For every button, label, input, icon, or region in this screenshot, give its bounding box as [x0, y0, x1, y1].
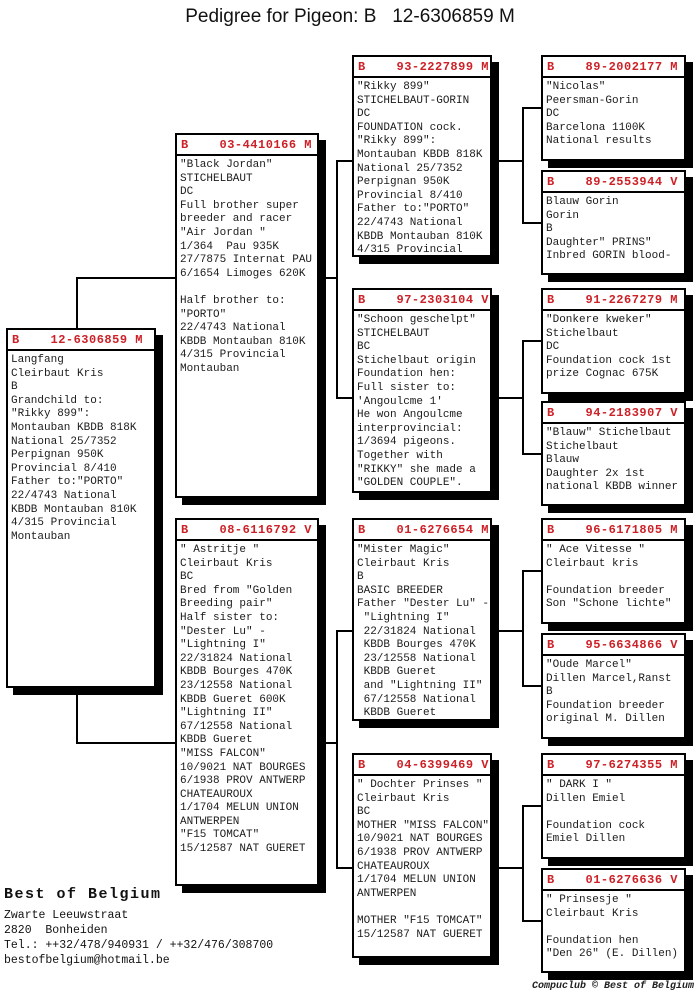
pedigree-line: Cleirbaut Kris — [11, 367, 104, 380]
pedigree-line: Cleirbaut Kris — [357, 557, 450, 570]
pedigree-text — [354, 78, 490, 257]
pedigree-line: 22/31824 National — [357, 625, 476, 638]
pedigree-line: Grandchild to: — [11, 394, 104, 407]
pedigree-box-gp3 — [352, 518, 492, 721]
pedigree-text — [543, 891, 684, 965]
connector-line — [522, 222, 541, 224]
connector-line — [336, 160, 338, 399]
pedigree-line: STICHELBAUT-GORIN — [357, 94, 470, 107]
pedigree-line: Peersman-Gorin — [546, 94, 639, 107]
ring-number: B 97-2303104 V — [354, 290, 490, 311]
pedigree-text — [543, 424, 684, 498]
breeder-block — [4, 886, 273, 968]
pedigree-line: 6/1938 PROV ANTWERP — [357, 846, 483, 859]
pedigree-line: 23/12558 National — [180, 679, 293, 692]
pedigree-line: B — [357, 571, 364, 584]
pedigree-line: STICHELBAUT — [357, 327, 430, 340]
connector-line — [76, 742, 175, 744]
connector-line — [522, 453, 541, 455]
pedigree-line: KBDB Montauban 810K — [357, 230, 483, 243]
pedigree-line: 6/1938 PROV ANTWERP — [180, 775, 306, 788]
pedigree-text — [543, 78, 684, 152]
pedigree-line: Daughter" PRINS" — [546, 236, 652, 249]
pedigree-line: Montauban — [11, 530, 71, 543]
pedigree-line: BASIC BREEDER — [357, 584, 443, 597]
pedigree-line: 27/7875 Internat PAU — [180, 254, 313, 267]
pedigree-line: "Black Jordan" — [180, 159, 273, 171]
pedigree-line: original M. Dillen — [546, 713, 665, 726]
pedigree-line: " DARK I " — [546, 779, 613, 791]
breeder-street: Zwarte Leeuwstraat — [4, 909, 129, 922]
pedigree-box-subject — [6, 328, 156, 688]
ring-number: B 01-6276654 M — [354, 520, 490, 541]
connector-line — [492, 630, 523, 632]
ring-number: B 94-2183907 V — [543, 403, 684, 424]
pedigree-line: "Den 26" (E. Dillen) — [546, 948, 679, 961]
pedigree-line: Cleirbaut Kris — [180, 557, 273, 570]
pedigree-line: B — [11, 381, 18, 394]
pedigree-line: prize Cognac 675K — [546, 368, 659, 381]
pedigree-line: KBDB Bourges 470K — [180, 666, 293, 679]
ring-number: B 03-4410166 M — [177, 135, 317, 156]
pedigree-line — [546, 806, 683, 820]
pedigree-line: ANTWERPEN — [180, 815, 240, 828]
pedigree-line: CHATEAUROUX — [357, 860, 430, 873]
connector-line — [492, 867, 523, 869]
pedigree-line: "Lightning I" — [180, 639, 266, 652]
pedigree-line: "Rikky 899": — [357, 135, 437, 148]
pedigree-line: CHATEAUROUX — [180, 788, 253, 801]
pedigree-line: 1/3694 pigeons. — [357, 436, 457, 449]
pedigree-line: Foundation cock 1st — [546, 354, 672, 367]
pedigree-line — [357, 901, 489, 915]
pedigree-box-ggp8 — [541, 868, 686, 973]
pedigree-line: "Oude Marcel" — [546, 659, 632, 671]
ring-number: B 91-2267279 M — [543, 290, 684, 311]
pedigree-line: Langfang — [11, 354, 64, 366]
pedigree-text — [177, 156, 317, 380]
pedigree-line: 10/9021 NAT BOURGES — [180, 761, 306, 774]
pedigree-line: Half sister to: — [180, 611, 280, 624]
pedigree-line: national KBDB winner — [546, 481, 679, 494]
pedigree-line: Foundation hen: — [357, 368, 457, 381]
pedigree-line: B — [546, 686, 553, 699]
ring-number: B 95-6634866 V — [543, 635, 684, 656]
pedigree-line: Cleirbaut kris — [546, 557, 639, 570]
pedigree-line: interprovincial: — [357, 422, 463, 435]
connector-line — [522, 805, 541, 807]
pedigree-line: He won Angoulcme — [357, 409, 463, 422]
pedigree-line: Dillen Marcel,Ranst — [546, 672, 672, 685]
pedigree-line: "Air Jordan " — [180, 226, 266, 239]
pedigree-line: Daughter 2x 1st — [546, 467, 646, 480]
pedigree-line: "MISS FALCON" — [180, 747, 266, 760]
pedigree-line: Montauban KBDB 818K — [11, 421, 137, 434]
pedigree-line: 1/1704 MELUN UNION — [180, 802, 299, 815]
pedigree-text — [8, 351, 154, 547]
pedigree-line: BC — [180, 571, 194, 584]
pedigree-line: 15/12587 NAT GUERET — [180, 843, 306, 856]
pedigree-line: Stichelbaut — [546, 440, 619, 453]
connector-line — [522, 570, 541, 572]
connector-line — [522, 340, 524, 455]
pedigree-line: Foundation breeder — [546, 699, 665, 712]
connector-line — [336, 867, 352, 869]
ring-number: B 12-6306859 M — [8, 330, 154, 351]
pedigree-line: and "Lightning II" — [357, 679, 483, 692]
pedigree-line: 15/12587 NAT GUERET — [357, 928, 483, 941]
pedigree-line: Stichelbaut origin — [357, 354, 476, 367]
breeder-phone: Tel.: ++32/478/940931 / ++32/476/308700 — [4, 939, 274, 952]
pedigree-line: Bred from "Golden — [180, 584, 293, 597]
pedigree-line — [546, 921, 683, 935]
pedigree-line: KBDB Gueret 600K — [180, 693, 286, 706]
pedigree-line: STICHELBAUT — [180, 172, 253, 185]
pedigree-line: BC — [357, 341, 371, 354]
pedigree-line: Provincial 8/410 — [357, 189, 463, 202]
pedigree-box-father — [175, 133, 319, 498]
pedigree-line: Foundation breeder — [546, 584, 665, 597]
connector-line — [492, 397, 523, 399]
pedigree-line: MOTHER "F15 TOMCAT" — [357, 914, 483, 927]
connector-line — [336, 160, 352, 162]
pedigree-box-ggp3 — [541, 288, 686, 394]
pedigree-text — [354, 541, 490, 721]
connector-line — [522, 920, 541, 922]
pedigree-line: 10/9021 NAT BOURGES — [357, 833, 483, 846]
pedigree-line: "GOLDEN COUPLE". — [357, 477, 463, 490]
connector-line — [319, 277, 337, 279]
pedigree-line: DC — [546, 108, 560, 121]
pedigree-line: DC — [357, 108, 371, 121]
pedigree-line: DC — [546, 341, 560, 354]
pedigree-line: " Prinsesje " — [546, 894, 632, 906]
pedigree-line: Foundation cock — [546, 819, 646, 832]
ring-number: B 96-6171805 M — [543, 520, 684, 541]
pedigree-line: " Ace Vitesse " — [546, 544, 646, 556]
ring-number: B 97-6274355 M — [543, 755, 684, 776]
pedigree-line: KBDB Gueret — [357, 666, 437, 679]
pedigree-line: MOTHER "MISS FALCON" — [357, 819, 490, 832]
connector-line — [336, 630, 352, 632]
pedigree-line: 1/1704 MELUN UNION — [357, 874, 476, 887]
pedigree-line: "Blauw" Stichelbaut — [546, 427, 672, 439]
pedigree-line: Montauban — [180, 362, 240, 375]
pedigree-line: Breeding pair" — [180, 598, 273, 611]
pedigree-line: "PORTO" — [180, 308, 227, 321]
pedigree-line: 22/4743 National — [11, 489, 117, 502]
pedigree-line: Full brother super — [180, 199, 299, 212]
pedigree-box-ggp5 — [541, 518, 686, 624]
page-title: Pedigree for Pigeon: B 12-6306859 M — [185, 6, 515, 27]
pedigree-line: Together with — [357, 449, 443, 462]
pedigree-line: "Rikky 899": — [11, 408, 91, 421]
pedigree-text — [543, 311, 684, 385]
connector-line — [76, 277, 78, 328]
pedigree-line: Father to:"PORTO" — [11, 476, 124, 489]
connector-line — [522, 107, 541, 109]
pedigree-box-ggp4 — [541, 401, 686, 506]
pedigree-line: Father to:"PORTO" — [357, 203, 470, 216]
connector-line — [336, 397, 352, 399]
pedigree-line: KBDB Montauban 810K — [180, 335, 306, 348]
pedigree-line — [180, 281, 316, 295]
pedigree-line: "Schoon geschelpt" — [357, 314, 476, 326]
pedigree-line: KBDB Bourges 470K — [357, 639, 476, 652]
pedigree-line: Perpignan 950K — [357, 176, 450, 189]
pedigree-text — [543, 193, 684, 267]
pedigree-line: Gorin — [546, 209, 580, 222]
pedigree-line: 22/4743 National — [180, 322, 286, 335]
pedigree-line: 67/12558 National — [357, 693, 476, 706]
breeder-city: 2820 Bonheiden — [4, 924, 108, 937]
connector-line — [522, 805, 524, 922]
ring-number: B 08-6116792 V — [177, 520, 317, 541]
pedigree-line: breeder and racer — [180, 213, 293, 226]
pedigree-line: Blauw — [546, 454, 580, 467]
pedigree-line: Montauban KBDB 818K — [357, 148, 483, 161]
pedigree-line — [546, 571, 683, 585]
pedigree-line: 23/12558 National — [357, 652, 476, 665]
pedigree-line: 4/315 Provincial — [357, 244, 463, 257]
pedigree-box-gp4 — [352, 753, 492, 958]
pedigree-line: Blauw Gorin — [546, 196, 619, 208]
pedigree-line: " Astritje " — [180, 544, 260, 556]
pedigree-line: "Lightning II" — [180, 707, 273, 720]
pedigree-line: 67/12558 National — [180, 720, 293, 733]
pedigree-line: "Donkere kweker" — [546, 314, 652, 326]
pedigree-line: 22/4743 National — [357, 216, 463, 229]
connector-line — [522, 107, 524, 224]
connector-line — [319, 742, 337, 744]
pedigree-line: "Dester Lu" - — [180, 625, 266, 638]
connector-line — [76, 688, 78, 744]
pedigree-line: Provincial 8/410 — [11, 462, 117, 475]
pedigree-line: "Nicolas" — [546, 81, 606, 93]
pedigree-line: National results — [546, 135, 652, 148]
pedigree-line: B — [546, 223, 553, 236]
pedigree-text — [177, 541, 317, 860]
pedigree-text — [543, 541, 684, 615]
pedigree-box-gp2 — [352, 288, 492, 493]
pedigree-line: Father "Dester Lu" - — [357, 598, 490, 611]
pedigree-box-ggp2 — [541, 170, 686, 275]
connector-line — [336, 630, 338, 869]
pedigree-line: DC — [180, 186, 194, 199]
pedigree-line: 1/364 Pau 935K — [180, 240, 280, 253]
pedigree-line: " Dochter Prinses " — [357, 779, 483, 791]
breeder-name: Best of Belgium — [4, 886, 162, 903]
pedigree-line: KBDB Gueret — [357, 707, 437, 720]
connector-line — [522, 685, 541, 687]
pedigree-line: 22/31824 National — [180, 652, 293, 665]
pedigree-line: "Mister Magic" — [357, 544, 450, 556]
pedigree-line: Half brother to: — [180, 294, 286, 307]
pedigree-line: KBDB Gueret — [180, 734, 253, 747]
pedigree-line: KBDB Montauban 810K — [11, 503, 137, 516]
pedigree-line: Cleirbaut Kris — [546, 907, 639, 920]
pedigree-line: "Lightning I" — [357, 611, 450, 624]
pedigree-line: "Rikky 899" — [357, 81, 430, 93]
pedigree-text — [543, 656, 684, 730]
pedigree-line: National 25/7352 — [357, 162, 463, 175]
pedigree-text — [354, 776, 490, 945]
pedigree-box-ggp6 — [541, 633, 686, 739]
ring-number: B 89-2553944 V — [543, 172, 684, 193]
pedigree-box-mother — [175, 518, 319, 886]
pedigree-line: 4/315 Provincial — [11, 517, 117, 530]
pedigree-box-ggp1 — [541, 55, 686, 161]
pedigree-line: Barcelona 1100K — [546, 121, 646, 134]
pedigree-box-ggp7 — [541, 753, 686, 859]
pedigree-line: "RIKKY" she made a — [357, 463, 476, 476]
pedigree-line: 6/1654 Limoges 620K — [180, 267, 306, 280]
software-credit: Compuclub © Best of Belgium — [531, 981, 694, 992]
pedigree-line: Emiel Dillen — [546, 833, 626, 846]
pedigree-line: Foundation hen — [546, 934, 639, 947]
connector-line — [522, 570, 524, 687]
ring-number: B 89-2002177 M — [543, 57, 684, 78]
pedigree-line: 4/315 Provincial — [180, 349, 286, 362]
connector-line — [492, 160, 523, 162]
pedigree-text — [543, 776, 684, 850]
pedigree-box-gp1 — [352, 55, 492, 257]
pedigree-line: 'Angoulcme 1' — [357, 395, 443, 408]
pedigree-text — [354, 311, 490, 493]
pedigree-line: FOUNDATION cock. — [357, 121, 463, 134]
pedigree-line: ANTWERPEN — [357, 887, 417, 900]
pedigree-line: Cleirbaut Kris — [357, 792, 450, 805]
pedigree-line: BC — [357, 806, 371, 819]
pedigree-line: Full sister to: — [357, 381, 457, 394]
pedigree-line: Stichelbaut — [546, 327, 619, 340]
pedigree-line: "F15 TOMCAT" — [180, 829, 260, 842]
pedigree-line: Inbred GORIN blood- — [546, 250, 672, 263]
pedigree-line: Perpignan 950K — [11, 449, 104, 462]
connector-line — [522, 340, 541, 342]
pedigree-line: National 25/7352 — [11, 435, 117, 448]
breeder-email: bestofbelgium@hotmail.be — [4, 954, 170, 967]
connector-line — [76, 277, 175, 279]
pedigree-line: Dillen Emiel — [546, 792, 626, 805]
ring-number: B 01-6276636 V — [543, 870, 684, 891]
ring-number: B 93-2227899 M — [354, 57, 490, 78]
ring-number: B 04-6399469 V — [354, 755, 490, 776]
pedigree-line: Son "Schone lichte" — [546, 598, 672, 611]
